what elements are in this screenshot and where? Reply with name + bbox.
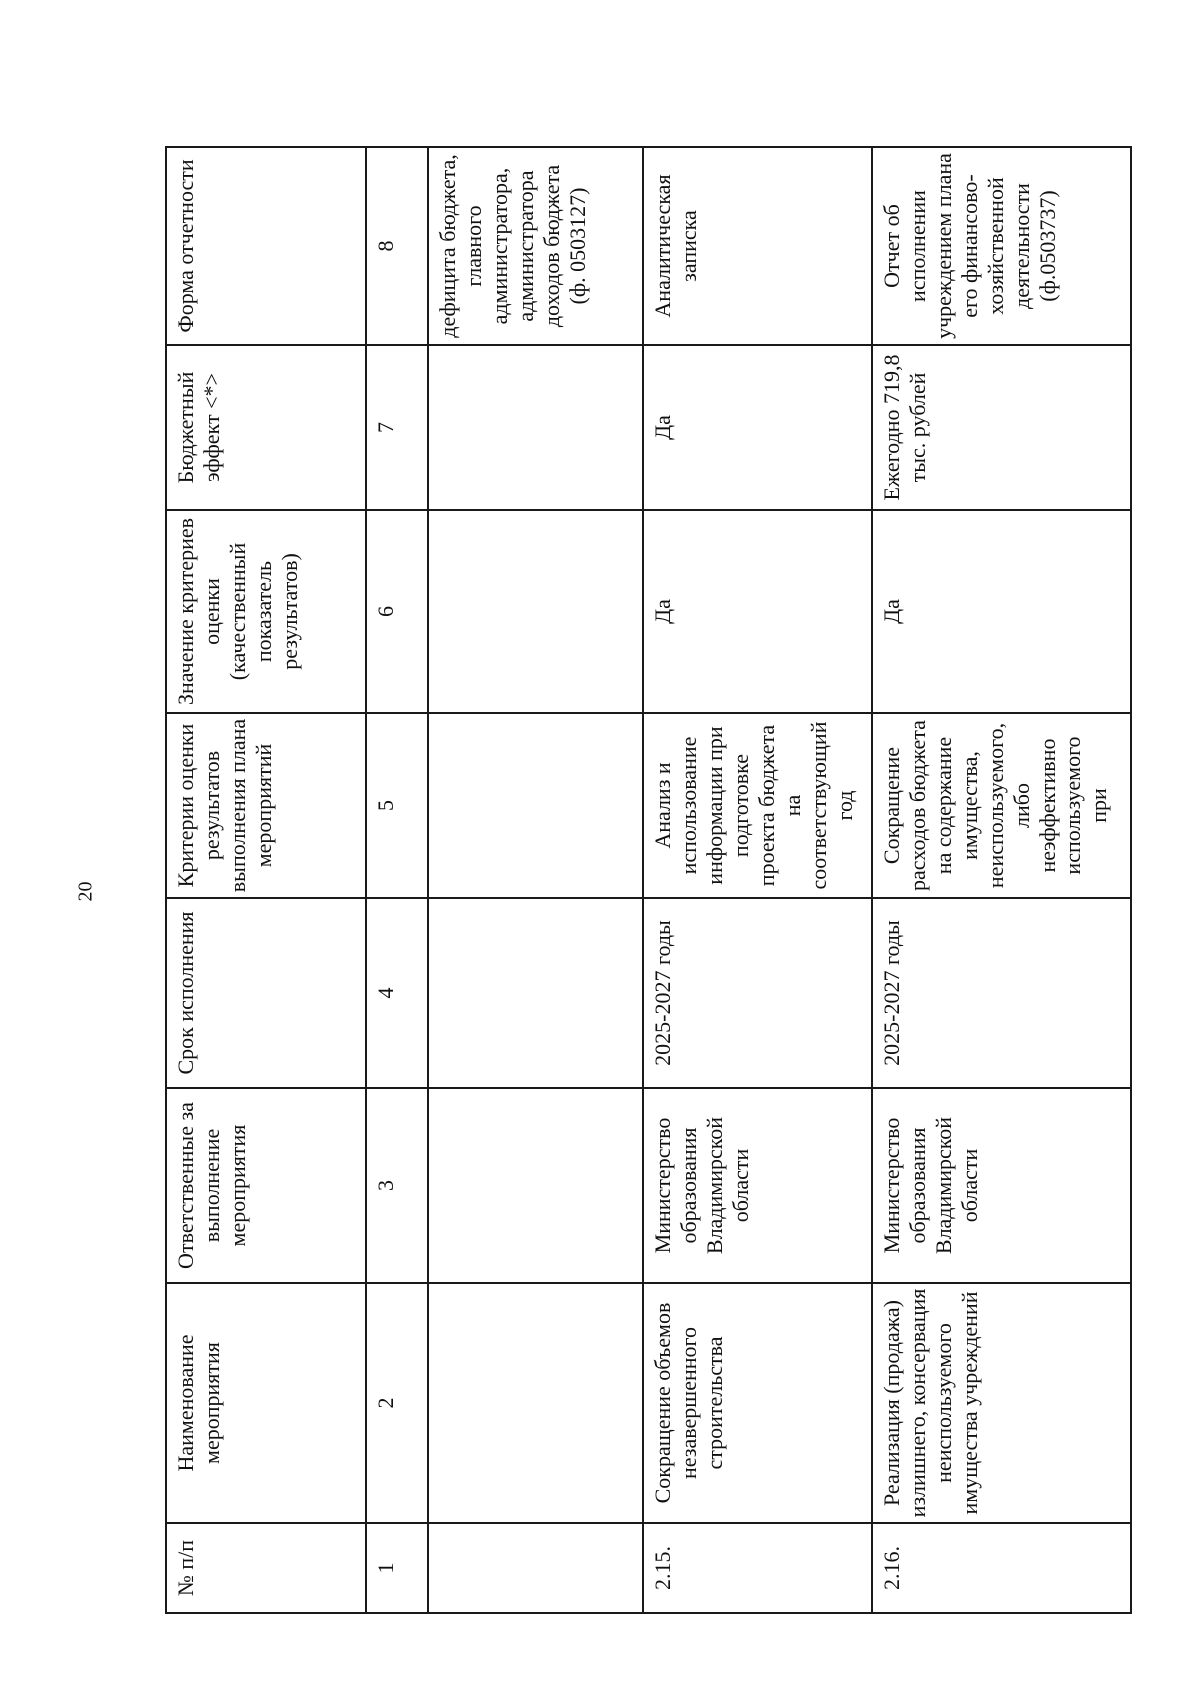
row-deadline: 2025-2027 годы xyxy=(643,898,872,1088)
column-number: 3 xyxy=(366,1088,428,1283)
header-cell-name: Наименование мероприятия xyxy=(166,1283,366,1523)
row-criteria-value: Да xyxy=(872,510,1131,713)
table-row xyxy=(643,147,872,1613)
row-name: Реализация (продажа) излишнего, консервация неиспользуемого имущества учреждений xyxy=(872,1283,1131,1523)
row-deadline: 2025-2027 годы xyxy=(872,898,1131,1088)
row-num xyxy=(428,1523,643,1613)
header-cell-deadline: Срок исполнения xyxy=(166,898,366,1088)
row-name: Сокращение объемов незавершенного строительства xyxy=(643,1283,872,1523)
row-responsible: Министерство образования Владимирской области xyxy=(872,1088,1131,1283)
column-number: 6 xyxy=(366,510,428,713)
plan-table xyxy=(165,146,1132,1614)
column-number-row xyxy=(366,147,428,1613)
header-cell-responsible: Ответственные за выполнение мероприятия xyxy=(166,1088,366,1283)
header-cell-criteria-value: Значение критериев оценки (качественный показатель результатов) xyxy=(166,510,366,713)
plan-table-container xyxy=(165,148,1132,1614)
header-cell-criteria: Критерии оценки результатов выполнения плана мероприятий xyxy=(166,713,366,898)
row-criteria: Сокращение расходов бюджета на содержание имущества, неиспользуемого, либо неэффективно используемого при xyxy=(872,713,1131,898)
row-criteria: Анализ и использование информации при подготовке проекта бюджета на соответствующий год xyxy=(643,713,872,898)
table-row xyxy=(428,147,643,1613)
column-number: 1 xyxy=(366,1523,428,1613)
table-row xyxy=(872,147,1131,1613)
header-row xyxy=(166,147,366,1613)
column-number: 8 xyxy=(366,147,428,345)
row-responsible: Министерство образования Владимирской области xyxy=(643,1088,872,1283)
header-cell-budget-effect: Бюджетный эффект <*> xyxy=(166,345,366,510)
row-criteria-value xyxy=(428,510,643,713)
header-cell-report-form: Форма отчетности xyxy=(166,147,366,345)
row-criteria xyxy=(428,713,643,898)
row-report-form: Аналитическая записка xyxy=(643,147,872,345)
row-criteria-value: Да xyxy=(643,510,872,713)
row-responsible xyxy=(428,1088,643,1283)
row-budget-effect: Да xyxy=(643,345,872,510)
column-number: 4 xyxy=(366,898,428,1088)
row-budget-effect: Ежегодно 719,8 тыс. рублей xyxy=(872,345,1131,510)
column-number: 2 xyxy=(366,1283,428,1523)
row-report-form: дефицита бюджета, главного администратора, администратора доходов бюджета (ф. 0503127) xyxy=(428,147,643,345)
column-number: 5 xyxy=(366,713,428,898)
row-deadline xyxy=(428,898,643,1088)
row-num: 2.15. xyxy=(643,1523,872,1613)
column-number: 7 xyxy=(366,345,428,510)
row-num: 2.16. xyxy=(872,1523,1131,1613)
header-cell-num: № п/п xyxy=(166,1523,366,1613)
row-report-form: Отчет об исполнении учреждением плана его финансово-хозяйственной деятельности (ф.0503737) xyxy=(872,147,1131,345)
page-number: 20 xyxy=(74,881,97,902)
row-budget-effect xyxy=(428,345,643,510)
row-name xyxy=(428,1283,643,1523)
